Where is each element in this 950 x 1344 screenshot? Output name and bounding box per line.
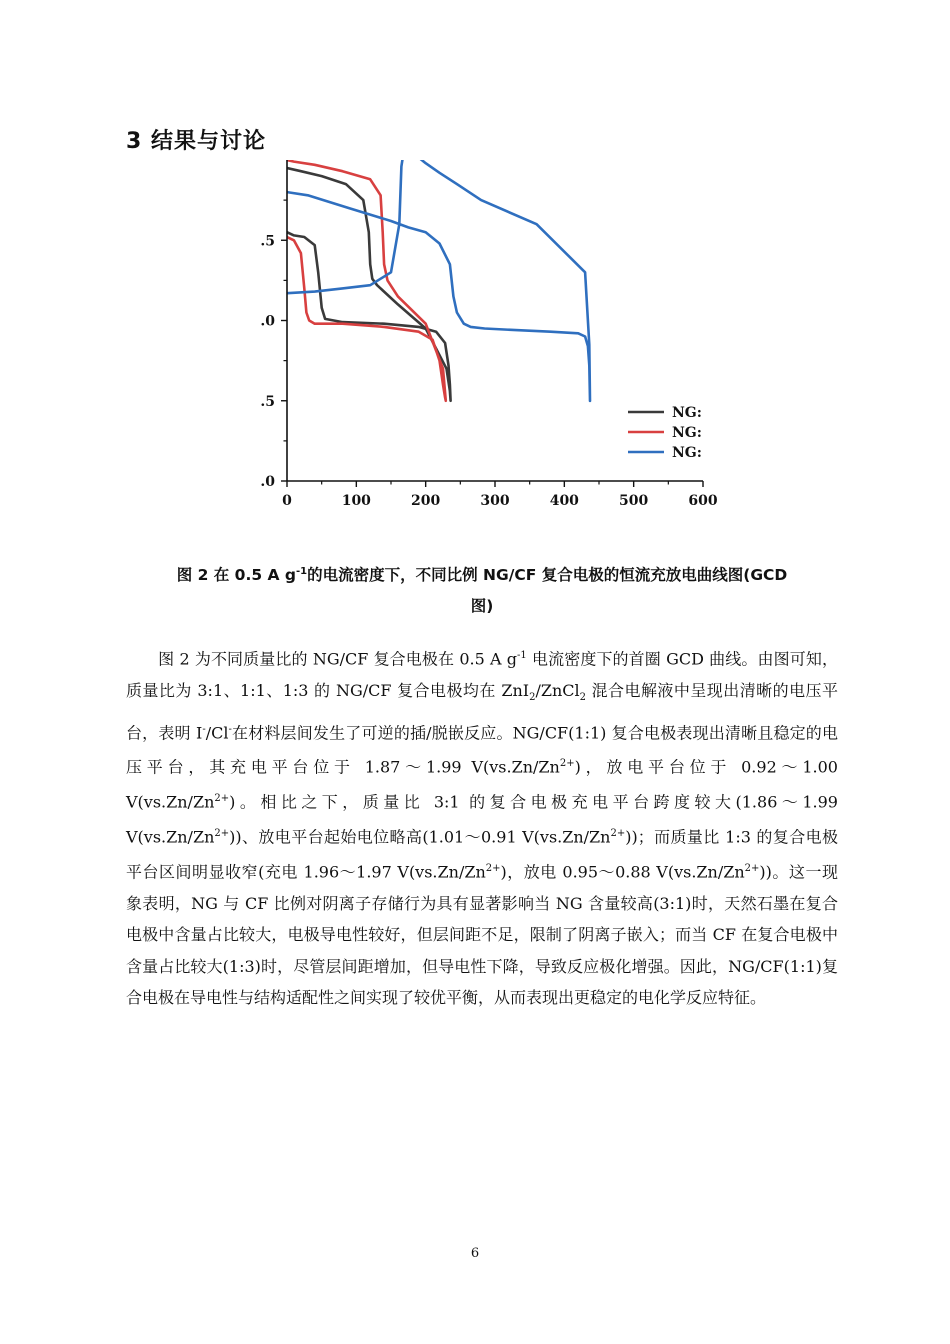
y-tick-label: .0 [260,474,275,490]
legend-label-1: NG: [672,405,702,421]
body-t6: 在材料层间发生了可逆的插/脱嵌反应。NG/CF(1:1) 复合电极表现出清晰且稳定的电压平台，其充电平台位于 1.87～1.99 V(vs.Zn/Zn [126,722,838,777]
x-tick-label: 300 [480,493,510,509]
x-tick-label: 600 [688,493,718,509]
x-tick-label: 100 [341,493,371,509]
body-t8: )。相比之下，质量比 3:1 的复合电极充电平台跨度较大(1.86～1.99 V(vs.Zn/Zn [126,792,838,847]
body-t3: /ZnCl [535,680,580,700]
caption-sup: -1 [296,566,308,577]
chart-ticks [260,200,717,509]
x-tick-label: 500 [619,493,649,509]
x-tick-label: 400 [549,493,579,509]
body-s1: -1 [517,650,527,661]
plot-lines [287,144,590,401]
body-t5: /Cl [205,722,229,742]
y-tick-label: .0 [260,313,275,330]
body-s2: - [202,723,206,735]
legend-label-2: NG: [672,425,702,441]
body-b2: 2 [579,692,587,704]
body-t11: )，放电 0.95～0.88 V(vs.Zn/Zn [500,862,745,882]
legend-label-3: NG: [672,445,702,461]
chart-legend [628,405,702,461]
caption-prefix: 图 2 在 0.5 A g [176,566,297,585]
body-s7: 2+ [610,828,626,839]
body-t1: 图 2 为不同质量比的 NG/CF 复合电极在 0.5 A g [158,649,518,669]
y-tick-label: .5 [260,393,275,410]
section-heading: 3 结果与讨论 [126,129,266,154]
body-t12: ))。这一现象表明，NG 与 CF 比例对阴离子存储行为具有显著影响当 NG 含量较高(3:1)时，天然石墨在复合电极中含量占比较大，电极导电性较好，但层间距不足，限制了阴离子嵌入；而当 CF 在复合电极中含量占比较大(1:3)时，尽管层间距增加，但导电性下降，导致反应极化增强。因此，NG/CF(1:1)复合电极在导电性与结构适配性之间实现了较优平衡，从而表现出更稳定的电化学反应特征。 [126,862,838,1008]
body-t10: ))；而质量比 1:3 的复合电极平台区间明显收窄(充电 1.96～1.97 V(vs.Zn/Zn [126,827,838,882]
body-s6: 2+ [214,828,230,839]
figure-caption-line2: 图) [470,597,494,615]
page-number: 6 [470,1246,480,1261]
body-t9: ))、放电平台起始电位略高(1.01～0.91 V(vs.Zn/Zn [229,827,611,847]
body-s3: - [228,723,232,735]
body-b1: 2 [529,692,536,704]
caption-suffix: 的电流密度下，不同比例 NG/CF 复合电极的恒流充放电曲线图(GCD [307,566,788,585]
y-tick-label: .5 [260,233,275,250]
body-t2: 电流密度下的首圈 GCD 曲线。由图可知，质量比为 3:1、1:1、1:3 的 NG/CF 复合电极均在 ZnI [126,649,838,700]
x-tick-label: 0 [282,493,292,509]
body-s9: 2+ [744,862,760,874]
gcd-chart [240,160,718,520]
figure-caption [126,556,838,591]
body-s4: 2+ [559,758,575,770]
body-s5: 2+ [214,793,230,805]
body-s8: 2+ [485,862,501,874]
x-tick-label: 200 [411,493,441,509]
body-t4: 混合电解液中呈现出清晰的电压平台，表明 I [126,680,838,742]
body-t7: )，放电平台位于 0.92～1.00 V(vs.Zn/Zn [126,757,838,812]
body-paragraph [126,640,838,1014]
